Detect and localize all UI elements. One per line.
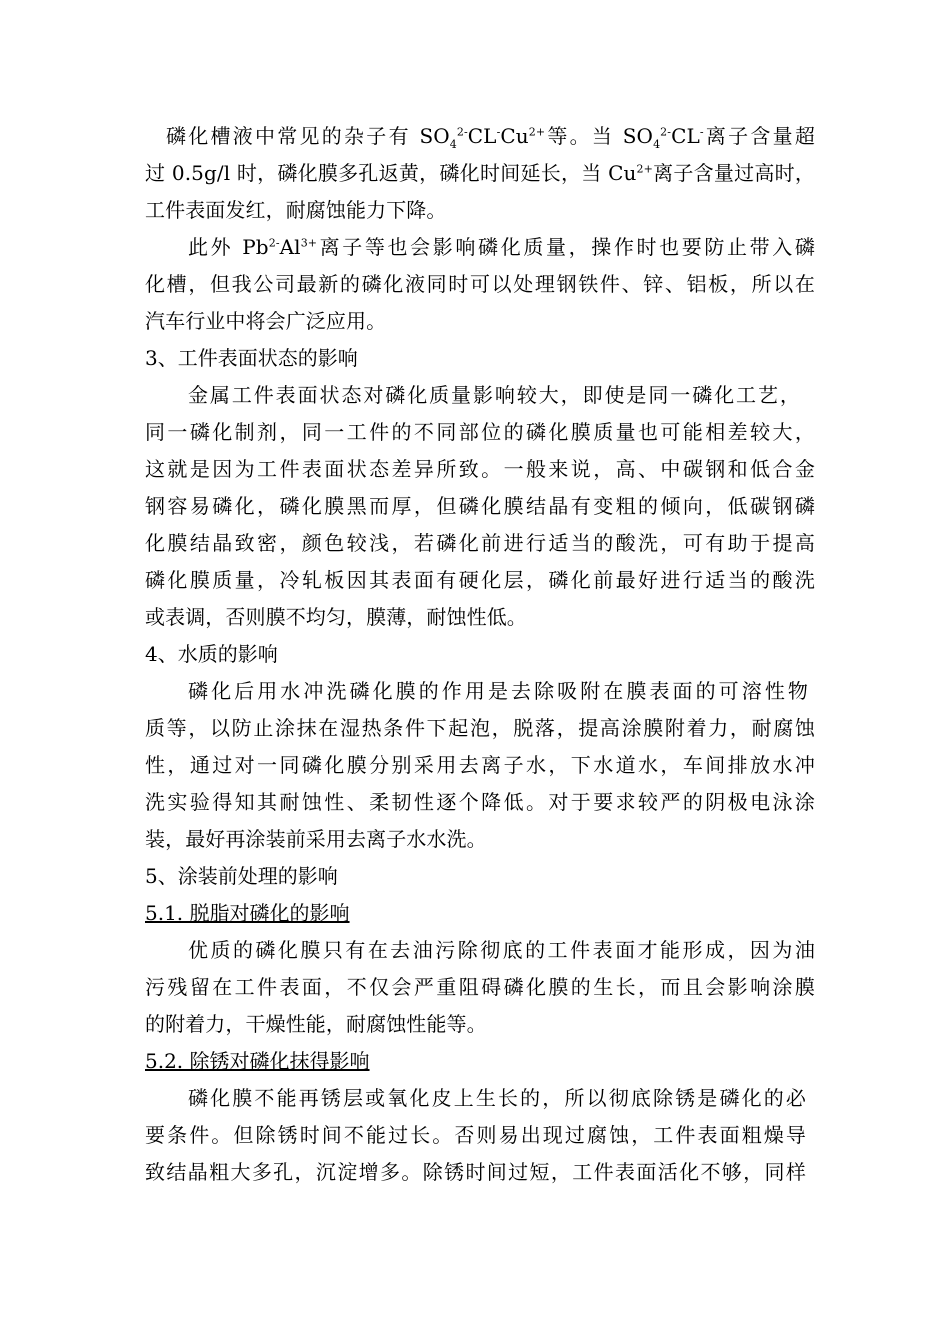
paragraph-line: 要条件。但除锈时间不能过长。否则易出现过腐蚀，工件表面粗燥导	[145, 1123, 806, 1147]
paragraph-line: 装，最好再涂装前采用去离子水水洗。	[145, 827, 487, 851]
paragraph-line: 的附着力，干燥性能，耐腐蚀性能等。	[145, 1012, 487, 1036]
subsection-heading: 5.2. 除锈对磷化抹得影响	[145, 1049, 370, 1073]
paragraph-line: 质等，以防止涂抹在湿热条件下起泡，脱落，提高涂膜附着力，耐腐蚀	[145, 716, 815, 740]
paragraph-line: 化膜结晶致密，颜色较浅，若磷化前进行适当的酸洗，可有助于提高	[145, 531, 815, 555]
paragraph-line: 工件表面发红，耐腐蚀能力下降。	[145, 198, 447, 222]
paragraph-line: 污残留在工件表面，不仅会严重阻碍磷化膜的生长，而且会影响涂膜	[145, 975, 815, 999]
section-heading: 5、涂装前处理的影响	[145, 864, 338, 888]
paragraph-line: 此外 $Pb^{2-}Al^{3+}$离子等也会影响磷化质量，操作时也要防止带入磷	[188, 235, 815, 259]
paragraph-line: 洗实验得知其耐蚀性、柔韧性逐个降低。对于要求较严的阴极电泳涂	[145, 790, 815, 814]
paragraph-line: 优质的磷化膜只有在去油污除彻底的工件表面才能形成，因为油	[188, 938, 815, 962]
paragraph-line: 过 0.5g/l 时，磷化膜多孔返黄，磷化时间延长，当 $Cu^{2+}$离子含量过高时，	[145, 161, 815, 185]
section-heading: 3、工件表面状态的影响	[145, 346, 358, 370]
subsection-heading: 5.1. 脱脂对磷化的影响	[145, 901, 350, 925]
section-heading: 4、水质的影响	[145, 642, 278, 666]
paragraph-line: 金属工件表面状态对磷化质量影响较大，即使是同一磷化工艺，	[188, 383, 800, 407]
paragraph-line: 性，通过对一同磷化膜分别采用去离子水，下水道水，车间排放水冲	[145, 753, 815, 777]
paragraph-line: 这就是因为工件表面状态差异所致。一般来说，高、中碳钢和低合金	[145, 457, 815, 481]
paragraph-line: 致结晶粗大多孔，沉淀增多。除锈时间过短，工件表面活化不够，同样	[145, 1160, 806, 1184]
paragraph-line: 磷化膜不能再锈层或氧化皮上生长的，所以彻底除锈是磷化的必	[188, 1086, 806, 1110]
paragraph-line: 化槽，但我公司最新的磷化液同时可以处理钢铁件、锌、铝板，所以在	[145, 272, 815, 296]
paragraph-line: 同一磷化制剂，同一工件的不同部位的磷化膜质量也可能相差较大，	[145, 420, 815, 444]
paragraph-line: 钢容易磷化，磷化膜黑而厚，但磷化膜结晶有变粗的倾向，低碳钢磷	[145, 494, 815, 518]
paragraph-line: 磷化后用水冲洗磷化膜的作用是去除吸附在膜表面的可溶性物	[188, 679, 808, 703]
paragraph-line: 磷化膜质量，冷轧板因其表面有硬化层，磷化前最好进行适当的酸洗	[145, 568, 815, 592]
paragraph-line: 磷化槽液中常见的杂子有 $SO_4^{2-}CL^-Cu^{2+}$等。当 $SO_4^{2-}CL^-$离子含量超	[166, 124, 816, 151]
paragraph-line: 汽车行业中将会广泛应用。	[145, 309, 387, 333]
paragraph-line: 或表调，否则膜不均匀，膜薄，耐蚀性低。	[145, 605, 527, 629]
